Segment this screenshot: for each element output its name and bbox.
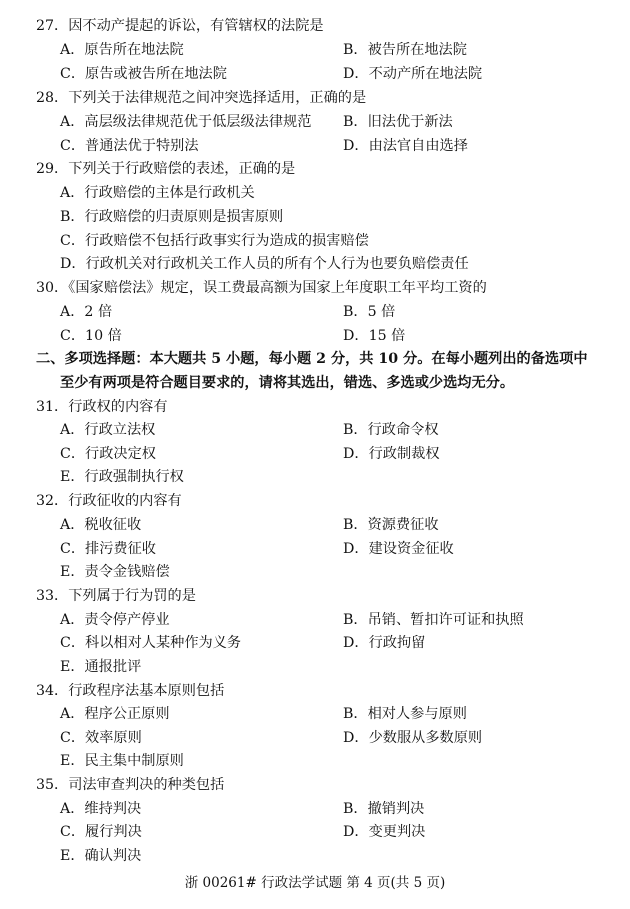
question-34-option-c: C．效率原则 [60, 730, 142, 746]
question-30-stem: 30．《国家赔偿法》规定，误工费最高额为国家上年度职工年平均工资的 [36, 280, 487, 296]
question-35-stem: 35．司法审查判决的种类包括 [36, 777, 225, 793]
question-35-option-c: C．履行判决 [60, 824, 142, 840]
question-27-option-a: A．原告所在地法院 [60, 42, 184, 58]
question-33-option-e: E．通报批评 [60, 659, 142, 675]
question-33-option-c: C．科以相对人某种作为义务 [60, 635, 242, 651]
question-28-option-b: B．旧法优于新法 [343, 114, 453, 130]
question-31-option-e: E．行政强制执行权 [60, 469, 184, 485]
question-34-option-e: E．民主集中制原则 [60, 753, 184, 769]
question-33-option-d: D．行政拘留 [343, 635, 426, 651]
question-35-option-a: A．维持判决 [60, 801, 142, 817]
question-32-option-e: E．责令金钱赔偿 [60, 564, 170, 580]
question-35-option-e: E．确认判决 [60, 848, 142, 864]
question-31-option-d: D．行政制裁权 [343, 446, 440, 462]
question-28-stem: 28．下列关于法律规范之间冲突选择适用，正确的是 [36, 90, 367, 106]
question-28-option-c: C．普通法优于特别法 [60, 138, 199, 154]
question-34-option-a: A．程序公正原则 [60, 706, 170, 722]
question-29-option-c: C．行政赔偿不包括行政事实行为造成的损害赔偿 [60, 233, 369, 249]
question-35-option-d: D．变更判决 [343, 824, 426, 840]
question-31-option-b: B．行政命令权 [343, 422, 439, 438]
question-33-stem: 33．下列属于行为罚的是 [36, 588, 196, 604]
page-footer: 浙 00261# 行政法学试题 第 4 页(共 5 页) [184, 875, 446, 891]
question-27-stem: 27．因不动产提起的诉讼，有管辖权的法院是 [36, 18, 324, 34]
question-32-option-a: A．税收征收 [60, 517, 142, 533]
question-32-option-d: D．建设资金征收 [343, 541, 454, 557]
question-34-option-d: D．少数服从多数原则 [343, 730, 483, 746]
question-30-option-d: D．15 倍 [343, 328, 406, 344]
question-35-option-b: B．撤销判决 [343, 801, 425, 817]
question-27-option-d: D．不动产所在地法院 [343, 66, 483, 82]
question-31-option-a: A．行政立法权 [60, 422, 156, 438]
question-32-option-b: B．资源费征收 [343, 517, 439, 533]
question-31-stem: 31．行政权的内容有 [36, 399, 168, 415]
question-27-option-c: C．原告或被告所在地法院 [60, 66, 227, 82]
section-2-instructions-line-2: 至少有两项是符合题目要求的，请将其选出，错选、多选或少选均无分。 [60, 375, 515, 391]
question-33-option-b: B．吊销、暂扣许可证和执照 [343, 612, 524, 628]
question-29-option-a: A．行政赔偿的主体是行政机关 [60, 185, 255, 201]
question-33-option-a: A．责令停产停业 [60, 612, 170, 628]
question-28-option-a: A．高层级法律规范优于低层级法律规范 [60, 114, 312, 130]
question-34-option-b: B．相对人参与原则 [343, 706, 467, 722]
question-31-option-c: C．行政决定权 [60, 446, 156, 462]
question-29-option-b: B．行政赔偿的归责原则是损害原则 [60, 209, 284, 225]
question-27-option-b: B．被告所在地法院 [343, 42, 467, 58]
question-29-option-d: D．行政机关对行政机关工作人员的所有个人行为也要负赔偿责任 [60, 256, 469, 272]
question-32-stem: 32．行政征收的内容有 [36, 493, 182, 509]
question-34-stem: 34．行政程序法基本原则包括 [36, 683, 225, 699]
section-2-instructions-line-1: 二、多项选择题：本大题共 5 小题，每小题 2 分，共 10 分。在每小题列出的备选项中 [36, 351, 588, 367]
question-30-option-c: C．10 倍 [60, 328, 122, 344]
question-29-stem: 29．下列关于行政赔偿的表述，正确的是 [36, 161, 296, 177]
question-28-option-d: D．由法官自由选择 [343, 138, 468, 154]
question-32-option-c: C．排污费征收 [60, 541, 156, 557]
question-30-option-a: A．2 倍 [60, 304, 113, 320]
question-30-option-b: B．5 倍 [343, 304, 396, 320]
